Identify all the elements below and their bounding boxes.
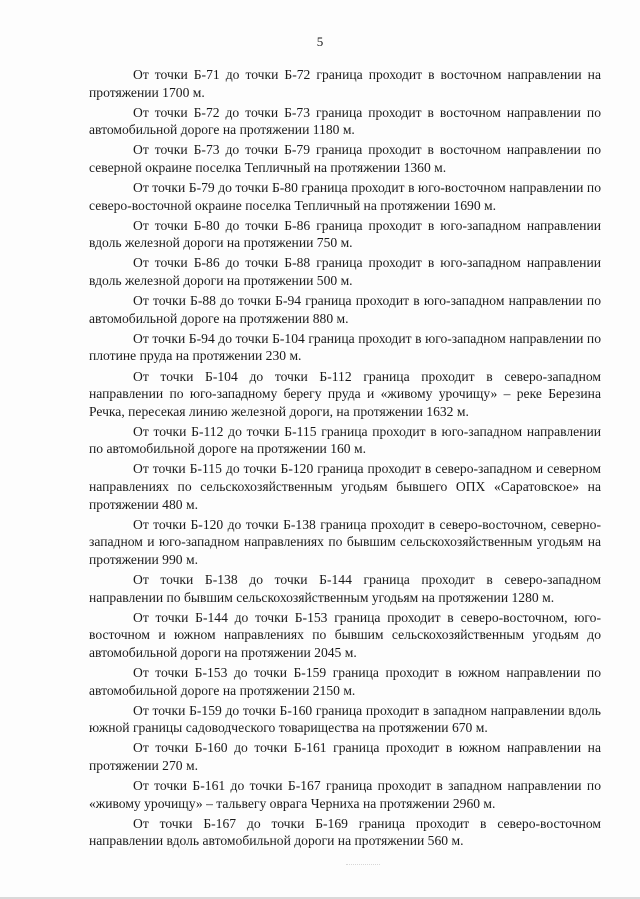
paragraph: От точки Б-86 до точки Б-88 граница проходит в юго-западном направлении вдоль железной дороги на протяжении 500 м. (89, 255, 601, 289)
page-number: 5 (316, 34, 324, 49)
paragraph: От точки Б-144 до точки Б-153 граница проходит в северо-восточном, юго-восточном и южном направлениях по бывшим сельскохозяйственным угодьям до автомобильной дороги на протяжении 2045 м. (89, 609, 601, 660)
paragraph: От точки Б-71 до точки Б-72 граница проходит в восточном направлении на протяжении 1700 м. (89, 67, 601, 100)
paragraph: От точки Б-115 до точки Б-120 граница проходит в северо-западном и северном направлениях по сельскохозяйственным угодьям бывшего ОПХ «Саратовское» на протяжении 480 м. (89, 461, 601, 512)
paragraph: От точки Б-160 до точки Б-161 граница проходит в южном направлении на протяжении 270 м. (89, 740, 601, 773)
paragraph: От точки Б-72 до точки Б-73 граница проходит в восточном направлении по автомобильной дороге на протяжении 1180 м. (89, 104, 601, 138)
scan-artifact (346, 864, 380, 867)
paragraph: От точки Б-167 до точки Б-169 граница проходит в северо-восточном направлении вдоль автомобильной дороги на протяжении 560 м. (89, 815, 601, 849)
paragraph: От точки Б-138 до точки Б-144 граница проходит в северо-западном направлении по бывшим сельскохозяйственным угодьям на протяжении 1280 м. (89, 572, 601, 605)
paragraph: От точки Б-88 до точки Б-94 граница проходит в юго-западном направлении по автомобильной дороге на протяжении 880 м. (89, 293, 601, 326)
document-body (89, 66, 601, 852)
paragraph: От точки Б-112 до точки Б-115 граница проходит в юго-западном направлении по автомобильной дороге на протяжении 160 м. (89, 423, 601, 457)
paragraph: От точки Б-79 до точки Б-80 граница проходит в юго-восточном направлении по северо-восточной окраине поселка Тепличный на протяжении 1690 м. (89, 180, 601, 213)
paragraph: От точки Б-120 до точки Б-138 граница проходит в северо-восточном, северно-западном и юго-западном направлениях по бывшим сельскохозяйственным угодьям на протяжении 990 м. (89, 516, 601, 567)
paragraph: От точки Б-104 до точки Б-112 граница проходит в северо-западном направлении по юго-западному берегу пруда и «живому урочищу» – реке Березина Речка, пересекая линию железной дороги, на протяжении 1632 м. (89, 368, 601, 419)
paragraph: От точки Б-73 до точки Б-79 граница проходит в восточном направлении по северной окраине поселка Тепличный на протяжении 1360 м. (89, 142, 601, 175)
paragraph: От точки Б-161 до точки Б-167 граница проходит в западном направлении по «живому урочищу» – тальвегу оврага Черниха на протяжении 2960 м. (89, 778, 601, 811)
paragraph: От точки Б-94 до точки Б-104 граница проходит в юго-западном направлении по плотине пруда на протяжении 230 м. (89, 330, 601, 364)
paragraph: От точки Б-80 до точки Б-86 граница проходит в юго-западном направлении вдоль железной дороги на протяжении 750 м. (89, 217, 601, 251)
paragraph: От точки Б-153 до точки Б-159 граница проходит в южном направлении по автомобильной дороге на протяжении 2150 м. (89, 665, 601, 698)
paragraph: От точки Б-159 до точки Б-160 граница проходит в западном направлении вдоль южной границы садоводческого товарищества на протяжении 670 м. (89, 702, 601, 736)
